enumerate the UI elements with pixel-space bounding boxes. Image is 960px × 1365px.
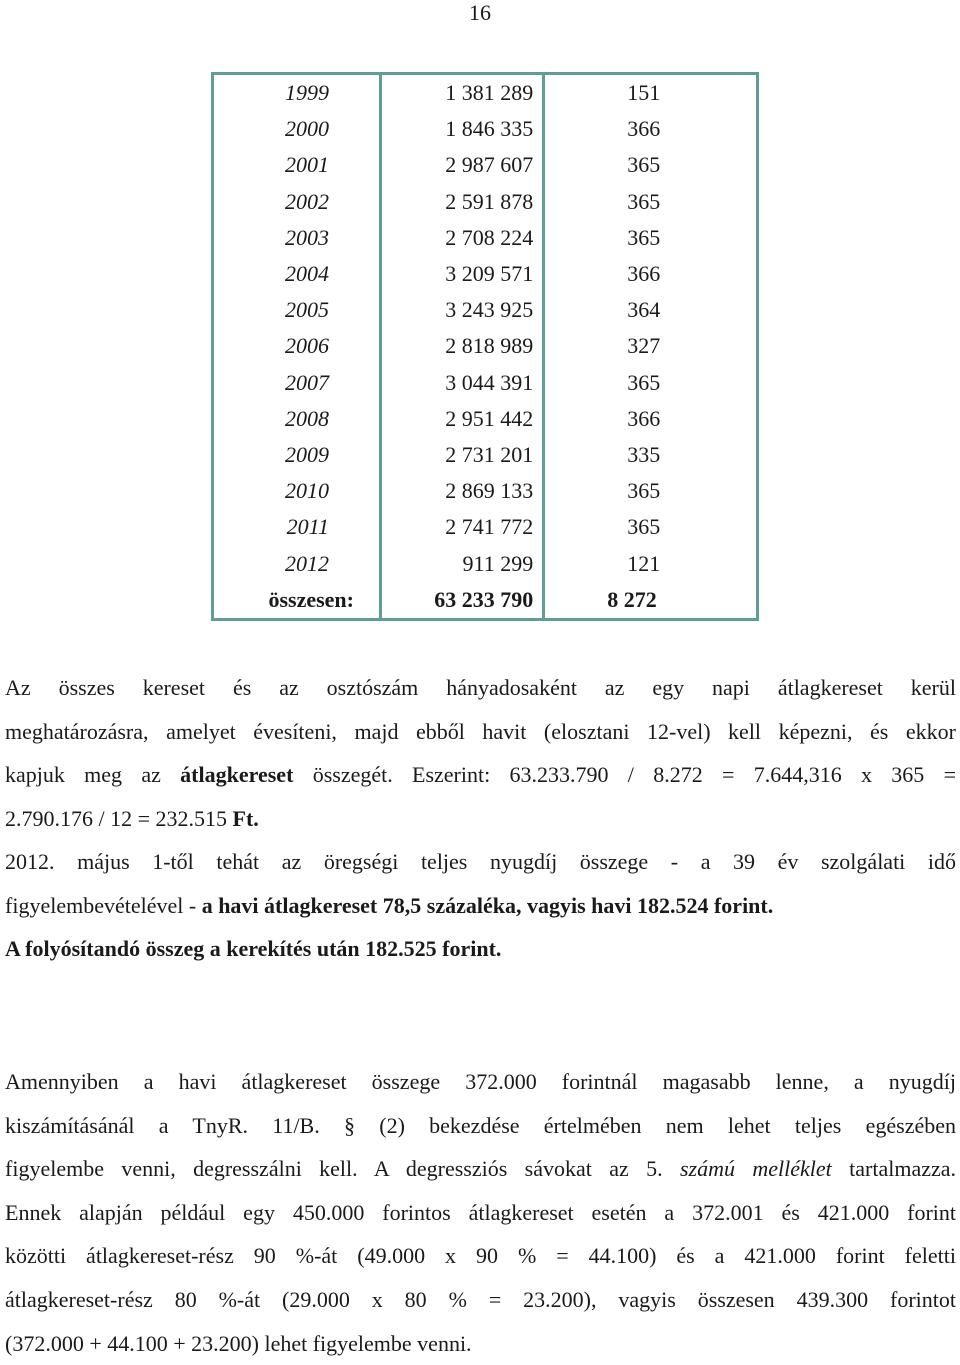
table-row (213, 401, 758, 437)
days-cell: 365 (627, 514, 661, 540)
text-line: átlagkereset-rész 80 %-át (29.000 x 80 % = 23.200), vagyis összesen 439.300 forintot (5, 1286, 956, 1312)
table-row (213, 184, 758, 220)
days-cell: 151 (627, 80, 661, 106)
bold-term: átlagkereset (180, 762, 294, 788)
text-line: Az összes kereset és az osztószám hányadosaként az egy napi átlagkereset kerül (5, 675, 956, 700)
table-row (213, 365, 758, 401)
days-cell: 365 (627, 188, 661, 214)
bold-statement: a havi átlagkereset 78,5 százaléka, vagyis havi 182.524 forint. (201, 892, 774, 918)
total-days-cell: 8 272 (607, 586, 657, 612)
year-cell: 2002 (213, 184, 381, 220)
year-cell: 2006 (213, 328, 381, 364)
wage-cell: 2 987 607 (381, 147, 544, 183)
days-cell: 366 (627, 405, 661, 431)
wage-cell: 911 299 (381, 545, 544, 581)
wage-cell: 1 846 335 (381, 111, 544, 147)
table-row (213, 292, 758, 328)
wage-cell: 2 591 878 (381, 184, 544, 220)
text-line: kapjuk meg az átlagkereset összegét. Eszerint: 63.233.790 / 8.272 = 7.644,316 x 365 = (5, 762, 956, 788)
text-line: 2012. május 1-től tehát az öregségi teljes nyugdíj összege - a 39 év szolgálati idő (5, 849, 956, 874)
wage-cell: 2 731 201 (381, 437, 544, 473)
wage-table (211, 72, 759, 621)
year-cell: 2011 (213, 509, 381, 545)
text-line: 2.790.176 / 12 = 232.515 Ft. (5, 805, 259, 831)
year-cell: 2005 (213, 292, 381, 328)
days-cell: 366 (627, 116, 661, 142)
days-cell: 335 (627, 441, 661, 467)
table-row (213, 509, 758, 545)
table-row (213, 256, 758, 292)
days-cell: 327 (627, 333, 661, 359)
table-row (213, 437, 758, 473)
year-cell: 2009 (213, 437, 381, 473)
bold-statement: A folyósítandó összeg a kerekítés után 182.525 forint. (5, 936, 502, 962)
italic-reference: számú melléklet (679, 1156, 832, 1182)
table-row (213, 147, 758, 183)
text-line: figyelembevételével - a havi átlagkereset 78,5 százaléka, vagyis havi 182.524 forint. (5, 892, 774, 918)
table-row (213, 220, 758, 256)
text-line: kiszámításánál a TnyR. 11/B. § (2) bekezdése értelmében nem lehet teljes egészében (5, 1112, 956, 1138)
year-cell: 2012 (213, 545, 381, 581)
text-line: Amennyiben a havi átlagkereset összege 372.000 forintnál magasabb lenne, a nyugdíj (5, 1069, 956, 1094)
days-cell: 365 (627, 224, 661, 250)
text-line (5, 927, 956, 971)
bold-term: Ft. (232, 805, 259, 831)
year-cell: 2003 (213, 220, 381, 256)
year-cell: 2007 (213, 365, 381, 401)
paragraph-degression (5, 1060, 956, 1365)
wage-cell: 3 044 391 (381, 365, 544, 401)
wage-cell: 3 209 571 (381, 256, 544, 292)
table-row (213, 111, 758, 147)
table-row (213, 473, 758, 509)
paragraph-average-wage (5, 666, 956, 840)
wage-table-body (213, 74, 758, 620)
days-cell: 364 (627, 297, 661, 323)
text-line: (372.000 + 44.100 + 23.200) lehet figyelembe venni. (5, 1330, 472, 1356)
total-wage-cell: 63 233 790 (381, 582, 544, 620)
text-line: Ennek alapján például egy 450.000 forintos átlagkereset esetén a 372.001 és 421.000 forint (5, 1199, 956, 1225)
year-cell: 2004 (213, 256, 381, 292)
total-label-cell: összesen: (213, 582, 381, 620)
wage-cell: 2 741 772 (381, 509, 544, 545)
days-cell: 365 (627, 152, 661, 178)
days-cell: 366 (627, 261, 661, 287)
days-cell: 365 (627, 478, 661, 504)
wage-cell: 3 243 925 (381, 292, 544, 328)
text-line: meghatározásra, amelyet évesíteni, majd ebből havit (elosztani 12-vel) kell képezni, és ekkor (5, 718, 956, 744)
year-cell: 2001 (213, 147, 381, 183)
year-cell: 2000 (213, 111, 381, 147)
year-cell: 2010 (213, 473, 381, 509)
wage-cell: 2 951 442 (381, 401, 544, 437)
text-line: figyelembe venni, degresszálni kell. A degressziós sávokat az 5. számú melléklet tartalmazza. (5, 1156, 957, 1182)
days-cell: 365 (627, 369, 661, 395)
table-row (213, 74, 758, 112)
table-row (213, 328, 758, 364)
days-cell: 121 (627, 550, 661, 576)
paragraph-pension-amount (5, 840, 956, 971)
table-row (213, 545, 758, 581)
wage-cell: 2 818 989 (381, 328, 544, 364)
wage-cell: 2 708 224 (381, 220, 544, 256)
year-cell: 1999 (213, 74, 381, 112)
year-cell: 2008 (213, 401, 381, 437)
table-total-row (213, 582, 758, 620)
text-line: közötti átlagkereset-rész 90 %-át (49.000 x 90 % = 44.100) és a 421.000 forint feletti (5, 1243, 956, 1269)
wage-cell: 2 869 133 (381, 473, 544, 509)
wage-cell: 1 381 289 (381, 74, 544, 112)
page-number: 16 (469, 0, 491, 25)
